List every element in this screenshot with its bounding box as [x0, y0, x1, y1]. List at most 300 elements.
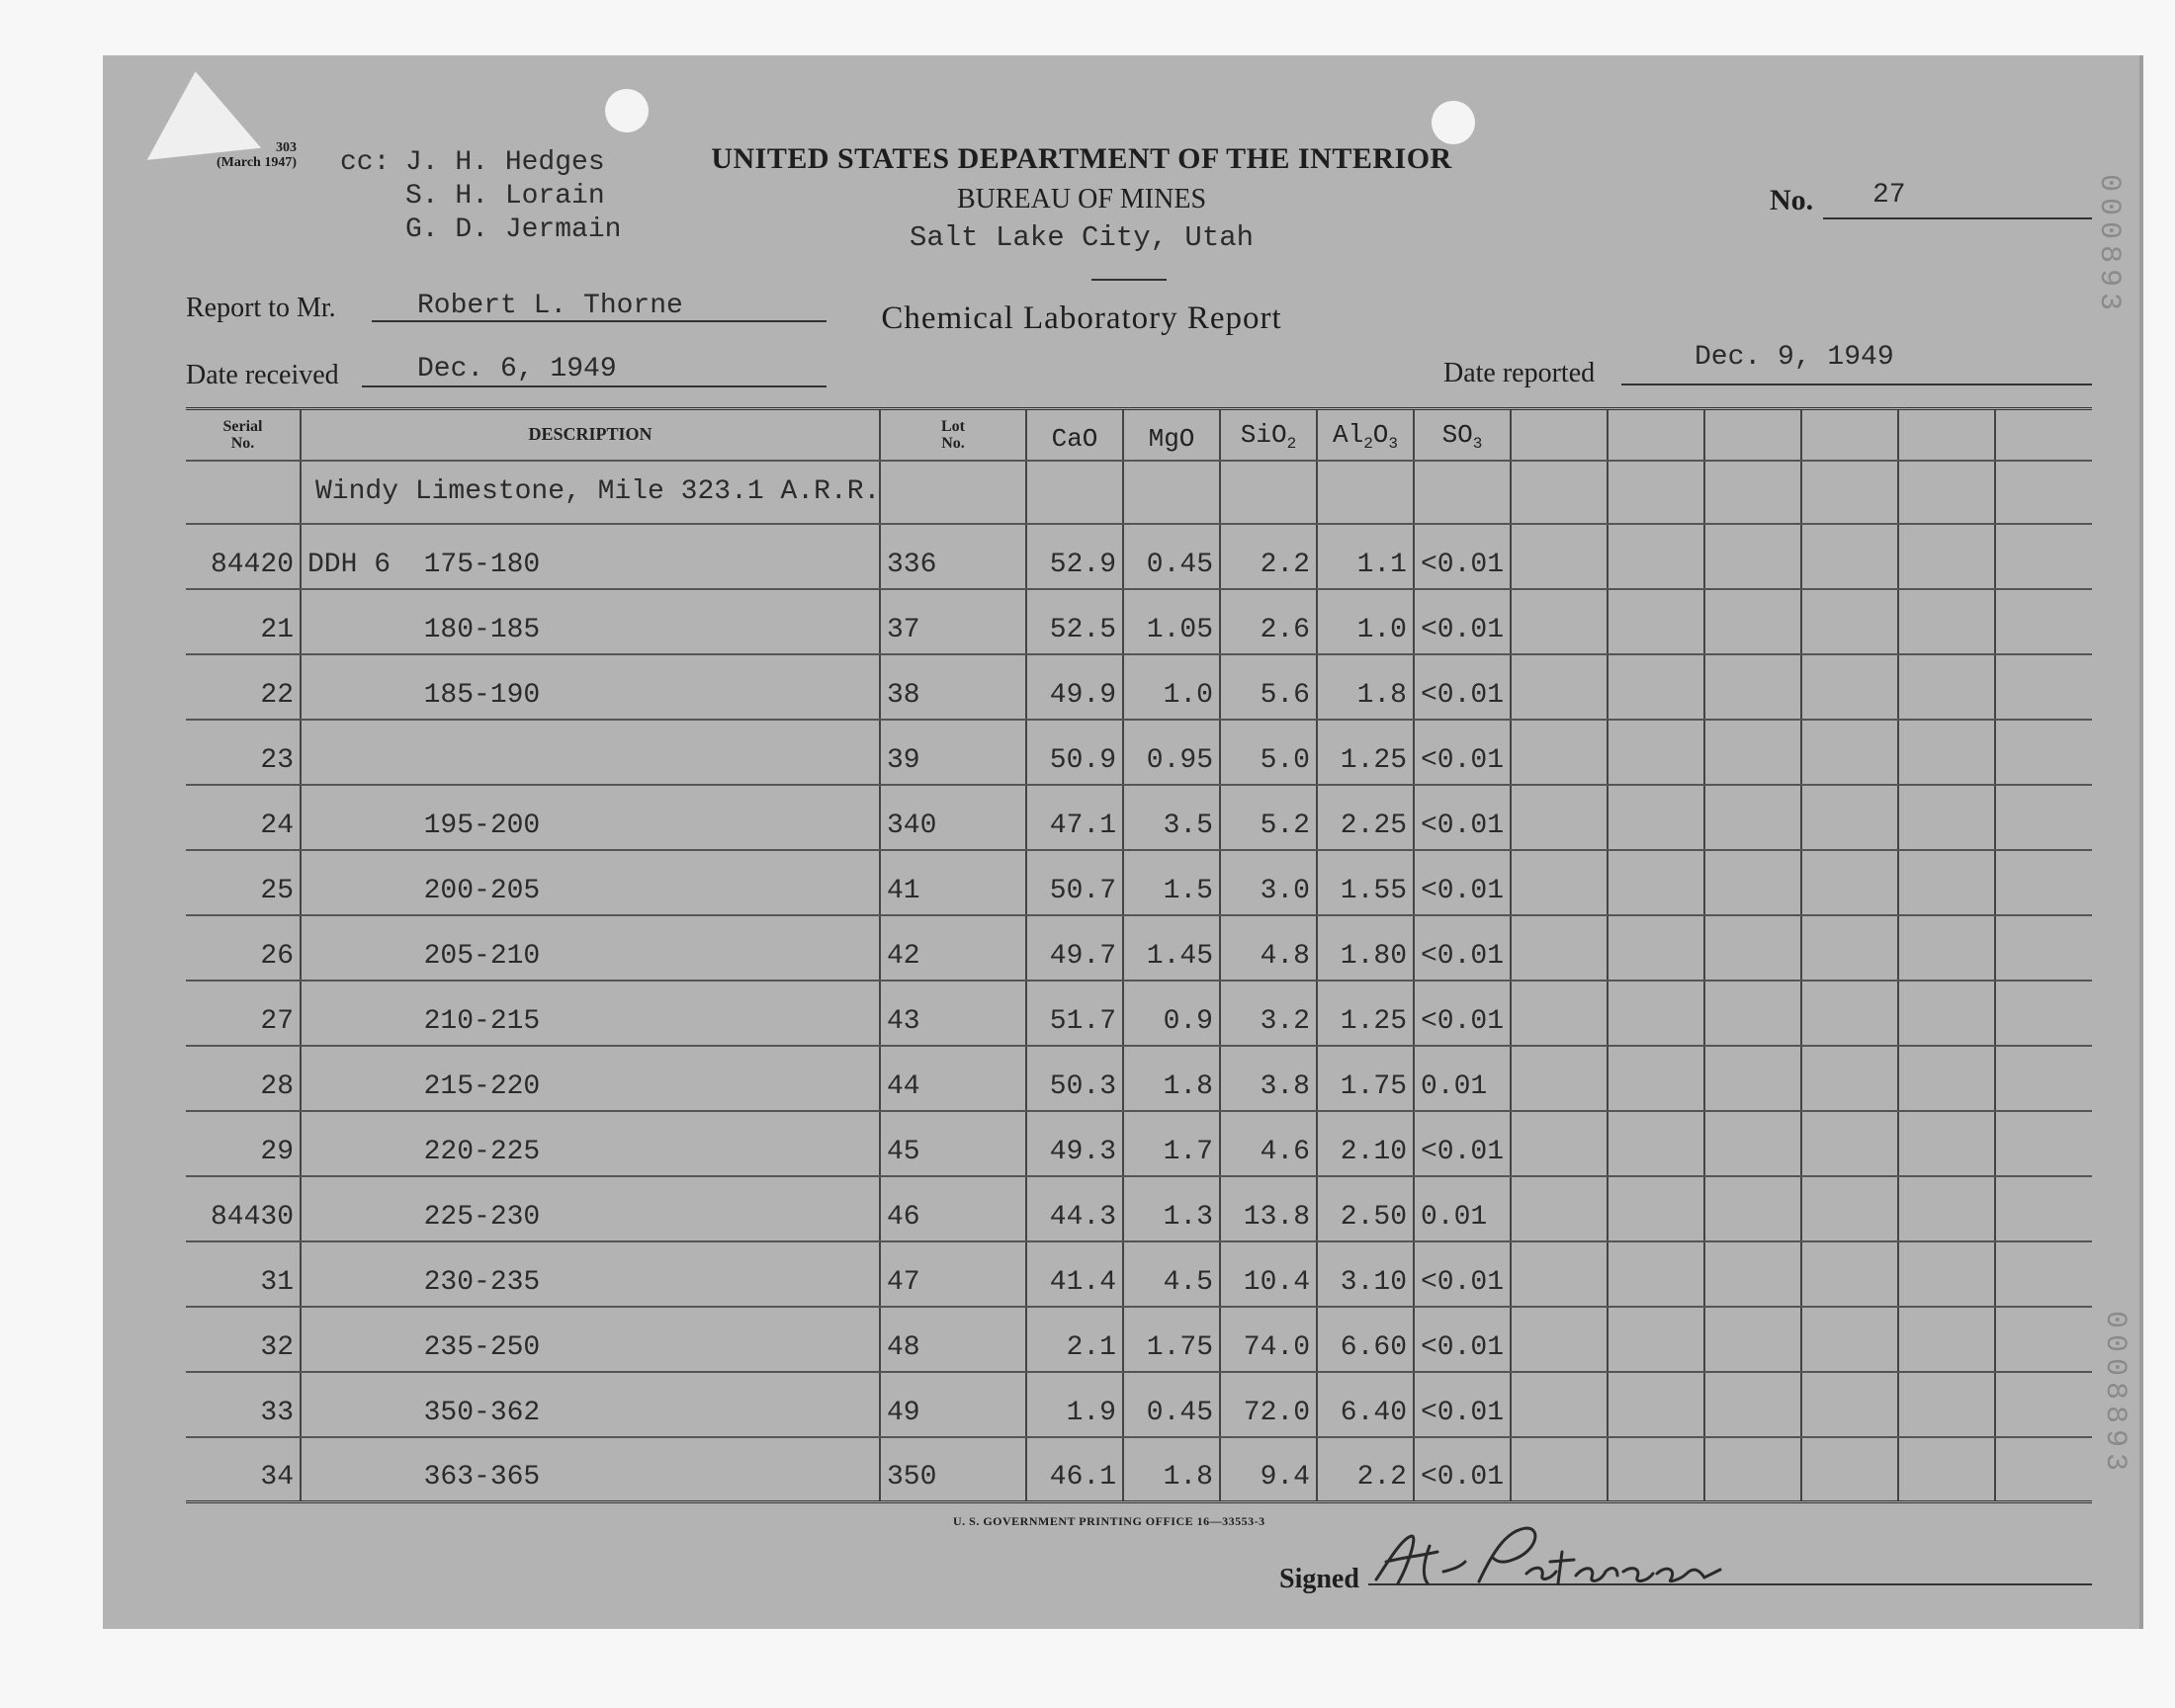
mgo-cell: 0.9 [1123, 981, 1220, 1046]
cao-cell: 49.3 [1026, 1111, 1123, 1176]
sio2-cell: 5.0 [1220, 720, 1317, 785]
cc-name: S. H. Lorain [405, 181, 605, 212]
lot-cell: 42 [880, 915, 1026, 981]
serial-cell: 23 [186, 720, 301, 785]
so3-cell: <0.01 [1414, 1307, 1511, 1372]
empty-cell [1801, 1241, 1898, 1307]
al2o3-cell: 6.40 [1317, 1372, 1414, 1437]
empty-cell [1123, 461, 1220, 524]
lot-cell: 336 [880, 524, 1026, 589]
cao-cell: 41.4 [1026, 1241, 1123, 1307]
empty-cell [1995, 1046, 2092, 1111]
date-received-label: Date received [186, 360, 339, 390]
form-date: (March 1947) [217, 155, 297, 170]
table-row [186, 1437, 2092, 1502]
serial-cell: 25 [186, 850, 301, 915]
empty-cell [1511, 1046, 1608, 1111]
empty-cell [1801, 1046, 1898, 1111]
printing-office-note: U. S. GOVERNMENT PRINTING OFFICE 16—33553-3 [953, 1514, 1265, 1528]
table-row [186, 1046, 2092, 1111]
empty-cell [1898, 524, 1995, 589]
sio2-cell: 4.6 [1220, 1111, 1317, 1176]
al2o3-cell: 1.80 [1317, 915, 1414, 981]
date-received-value: Dec. 6, 1949 [417, 354, 617, 384]
department-title: UNITED STATES DEPARTMENT OF THE INTERIOR [711, 142, 1452, 175]
al2o3-cell: 1.75 [1317, 1046, 1414, 1111]
mgo-cell: 1.8 [1123, 1046, 1220, 1111]
empty-cell [1898, 654, 1995, 720]
bureau-title: BUREAU OF MINES [956, 184, 1207, 214]
sio2-cell: 3.0 [1220, 850, 1317, 915]
so3-cell: <0.01 [1414, 850, 1511, 915]
lot-cell: 37 [880, 589, 1026, 654]
empty-cell [1704, 654, 1801, 720]
empty-cell [1995, 785, 2092, 850]
empty-cell [1704, 524, 1801, 589]
cao-cell: 51.7 [1026, 981, 1123, 1046]
empty-cell [1704, 589, 1801, 654]
lot-cell: 41 [880, 850, 1026, 915]
blank-header [1995, 409, 2092, 461]
table-row [186, 1176, 2092, 1241]
serial-cell: 27 [186, 981, 301, 1046]
empty-cell [1511, 1372, 1608, 1437]
empty-cell [1608, 720, 1704, 785]
empty-cell [1704, 1372, 1801, 1437]
lot-cell: 38 [880, 654, 1026, 720]
cc-names [405, 146, 621, 247]
header-text: Serial [222, 417, 263, 435]
sio2-cell: 3.8 [1220, 1046, 1317, 1111]
header-subscript: 2 [1286, 435, 1297, 454]
table-row [186, 1372, 2092, 1437]
al2o3-cell: 6.60 [1317, 1307, 1414, 1372]
punch-hole [605, 89, 649, 132]
so3-cell: <0.01 [1414, 1241, 1511, 1307]
empty-cell [1511, 589, 1608, 654]
description-cell: 235-250 [301, 1307, 880, 1372]
serial-cell: 26 [186, 915, 301, 981]
cc-name: J. H. Hedges [405, 147, 605, 178]
description-cell: 225-230 [301, 1176, 880, 1241]
serial-cell: 22 [186, 654, 301, 720]
al2o3-cell: 2.25 [1317, 785, 1414, 850]
table-row [186, 524, 2092, 589]
header-text: SiO [1240, 420, 1287, 451]
description-cell: 195-200 [301, 785, 880, 850]
description-cell: 210-215 [301, 981, 880, 1046]
empty-cell [1511, 850, 1608, 915]
header-divider [1091, 279, 1167, 281]
empty-cell [1704, 720, 1801, 785]
report-to-label: Report to Mr. [186, 293, 336, 323]
description-cell: 215-220 [301, 1046, 880, 1111]
lot-cell: 48 [880, 1307, 1026, 1372]
empty-cell [1898, 1046, 1995, 1111]
empty-cell [1898, 1437, 1995, 1502]
empty-cell [186, 461, 301, 524]
empty-cell [1995, 850, 2092, 915]
table-row [186, 720, 2092, 785]
empty-cell [1801, 850, 1898, 915]
lot-cell: 340 [880, 785, 1026, 850]
date-reported-label: Date reported [1443, 358, 1596, 388]
empty-cell [1995, 720, 2092, 785]
empty-cell [1704, 1046, 1801, 1111]
empty-cell [1801, 720, 1898, 785]
blank-header [1801, 409, 1898, 461]
table-row [186, 654, 2092, 720]
cc-label: cc: [340, 147, 391, 178]
table-header-row [186, 409, 2092, 461]
header-subscript: 2 [1363, 435, 1373, 454]
sio2-cell: 4.8 [1220, 915, 1317, 981]
header-text: O [1372, 420, 1389, 451]
empty-cell [1511, 461, 1608, 524]
lot-cell: 47 [880, 1241, 1026, 1307]
empty-cell [1898, 1372, 1995, 1437]
serial-cell: 84420 [186, 524, 301, 589]
mgo-cell: 0.45 [1123, 524, 1220, 589]
empty-cell [1704, 915, 1801, 981]
col-al2o3-header [1317, 409, 1414, 461]
empty-cell [1511, 785, 1608, 850]
header-subscript: 3 [1388, 435, 1399, 454]
description-cell: 180-185 [301, 589, 880, 654]
report-title: Chemical Laboratory Report [881, 300, 1282, 336]
table-row [186, 589, 2092, 654]
cao-cell: 49.9 [1026, 654, 1123, 720]
blank-header [1704, 409, 1801, 461]
empty-cell [1801, 1111, 1898, 1176]
so3-cell: <0.01 [1414, 981, 1511, 1046]
empty-cell [1898, 915, 1995, 981]
date-reported-value: Dec. 9, 1949 [1695, 342, 1894, 373]
empty-cell [1898, 461, 1995, 524]
empty-cell [1608, 915, 1704, 981]
empty-cell [1995, 915, 2092, 981]
table-row [186, 785, 2092, 850]
empty-cell [1801, 654, 1898, 720]
empty-cell [1995, 1307, 2092, 1372]
empty-cell [1704, 1111, 1801, 1176]
empty-cell [1801, 1437, 1898, 1502]
table-row [186, 850, 2092, 915]
empty-cell [1801, 524, 1898, 589]
mgo-cell: 1.5 [1123, 850, 1220, 915]
table-row [186, 1307, 2092, 1372]
report-to-value: Robert L. Thorne [417, 291, 683, 321]
empty-cell [1898, 785, 1995, 850]
empty-cell [1511, 981, 1608, 1046]
mgo-cell: 1.7 [1123, 1111, 1220, 1176]
al2o3-cell: 2.50 [1317, 1176, 1414, 1241]
empty-cell [1608, 1176, 1704, 1241]
so3-cell: <0.01 [1414, 720, 1511, 785]
empty-cell [1608, 589, 1704, 654]
side-stamp: 0008893 [2098, 1311, 2132, 1478]
so3-cell: <0.01 [1414, 524, 1511, 589]
empty-cell [1898, 1241, 1995, 1307]
mgo-cell: 1.0 [1123, 654, 1220, 720]
empty-cell [1414, 461, 1511, 524]
empty-cell [1801, 1307, 1898, 1372]
cao-cell: 50.7 [1026, 850, 1123, 915]
report-no-label: No. [1770, 184, 1814, 216]
empty-cell [1511, 1307, 1608, 1372]
serial-cell: 84430 [186, 1176, 301, 1241]
table-row [186, 981, 2092, 1046]
empty-cell [1608, 1372, 1704, 1437]
side-stamp: 000893 [2092, 174, 2126, 317]
mgo-cell: 1.45 [1123, 915, 1220, 981]
header-text: No. [941, 434, 965, 452]
form-number-block [190, 140, 297, 170]
form-number: 303 [276, 140, 297, 155]
blank-header [1608, 409, 1704, 461]
empty-cell [1608, 1111, 1704, 1176]
empty-cell [1995, 461, 2092, 524]
date-reported-line [1621, 384, 2092, 385]
empty-cell [1704, 1437, 1801, 1502]
cao-cell: 47.1 [1026, 785, 1123, 850]
lot-cell: 46 [880, 1176, 1026, 1241]
empty-cell [1801, 1176, 1898, 1241]
sio2-cell: 9.4 [1220, 1437, 1317, 1502]
header-text: SO [1441, 420, 1473, 451]
cc-name: G. D. Jermain [405, 214, 622, 245]
empty-cell [1511, 1241, 1608, 1307]
table-row [186, 1111, 2092, 1176]
sio2-cell: 5.2 [1220, 785, 1317, 850]
empty-cell [1608, 1437, 1704, 1502]
empty-cell [1704, 1307, 1801, 1372]
lot-cell: 44 [880, 1046, 1026, 1111]
mgo-cell: 0.95 [1123, 720, 1220, 785]
sio2-cell: 2.2 [1220, 524, 1317, 589]
sio2-cell: 5.6 [1220, 654, 1317, 720]
empty-cell [1511, 524, 1608, 589]
description-cell: 363-365 [301, 1437, 880, 1502]
col-mgo-header: MgO [1123, 409, 1220, 461]
header-text: Lot [941, 417, 965, 435]
empty-cell [1898, 1176, 1995, 1241]
description-cell: 205-210 [301, 915, 880, 981]
empty-cell [1995, 654, 2092, 720]
empty-cell [1995, 1111, 2092, 1176]
serial-cell: 34 [186, 1437, 301, 1502]
description-cell [301, 720, 880, 785]
col-serial-header [186, 409, 301, 461]
empty-cell [1995, 524, 2092, 589]
serial-cell: 32 [186, 1307, 301, 1372]
empty-cell [1511, 1111, 1608, 1176]
al2o3-cell: 2.10 [1317, 1111, 1414, 1176]
serial-cell: 28 [186, 1046, 301, 1111]
empty-cell [1995, 589, 2092, 654]
empty-cell [1995, 1176, 2092, 1241]
empty-cell [1801, 981, 1898, 1046]
empty-cell [1898, 720, 1995, 785]
table-row [186, 1241, 2092, 1307]
sio2-cell: 3.2 [1220, 981, 1317, 1046]
al2o3-cell: 3.10 [1317, 1241, 1414, 1307]
empty-cell [1704, 850, 1801, 915]
sio2-cell: 10.4 [1220, 1241, 1317, 1307]
empty-cell [1220, 461, 1317, 524]
empty-cell [1608, 981, 1704, 1046]
signed-label: Signed [1279, 1564, 1359, 1594]
so3-cell: <0.01 [1414, 785, 1511, 850]
empty-cell [1898, 589, 1995, 654]
so3-cell: <0.01 [1414, 1372, 1511, 1437]
empty-cell [1608, 1307, 1704, 1372]
empty-cell [1608, 1046, 1704, 1111]
empty-cell [1608, 785, 1704, 850]
date-received-line [362, 385, 826, 387]
cao-cell: 2.1 [1026, 1307, 1123, 1372]
cao-cell: 50.3 [1026, 1046, 1123, 1111]
serial-cell: 33 [186, 1372, 301, 1437]
report-no-value: 27 [1872, 180, 1906, 211]
description-cell: 200-205 [301, 850, 880, 915]
header-text: Al [1332, 420, 1364, 451]
empty-cell [1898, 1307, 1995, 1372]
report-no-line [1823, 217, 2092, 219]
cao-cell: 1.9 [1026, 1372, 1123, 1437]
punch-hole [1432, 101, 1475, 144]
empty-cell [1511, 1176, 1608, 1241]
sio2-cell: 72.0 [1220, 1372, 1317, 1437]
serial-cell: 24 [186, 785, 301, 850]
description-cell: DDH 6 175-180 [301, 524, 880, 589]
description-cell: 230-235 [301, 1241, 880, 1307]
empty-cell [1511, 1437, 1608, 1502]
al2o3-cell: 2.2 [1317, 1437, 1414, 1502]
lot-cell: 350 [880, 1437, 1026, 1502]
empty-cell [1608, 524, 1704, 589]
empty-cell [1026, 461, 1123, 524]
so3-cell: <0.01 [1414, 915, 1511, 981]
empty-cell [1511, 654, 1608, 720]
empty-cell [1995, 1372, 2092, 1437]
cao-cell: 44.3 [1026, 1176, 1123, 1241]
location: Salt Lake City, Utah [909, 221, 1255, 254]
cao-cell: 52.5 [1026, 589, 1123, 654]
empty-cell [1704, 785, 1801, 850]
lot-cell: 39 [880, 720, 1026, 785]
col-description-header: DESCRIPTION [301, 409, 880, 461]
al2o3-cell: 1.0 [1317, 589, 1414, 654]
cao-cell: 49.7 [1026, 915, 1123, 981]
mgo-cell: 4.5 [1123, 1241, 1220, 1307]
empty-cell [1704, 1176, 1801, 1241]
empty-cell [1898, 850, 1995, 915]
description-cell: 350-362 [301, 1372, 880, 1437]
empty-cell [1317, 461, 1414, 524]
sio2-cell: 74.0 [1220, 1307, 1317, 1372]
sio2-cell: 13.8 [1220, 1176, 1317, 1241]
description-cell: 220-225 [301, 1111, 880, 1176]
serial-cell: 31 [186, 1241, 301, 1307]
empty-cell [1898, 1111, 1995, 1176]
empty-cell [1801, 785, 1898, 850]
mgo-cell: 1.8 [1123, 1437, 1220, 1502]
section-row [186, 461, 2092, 524]
serial-cell: 21 [186, 589, 301, 654]
empty-cell [1608, 1241, 1704, 1307]
empty-cell [1608, 850, 1704, 915]
analysis-table [186, 407, 2092, 1503]
serial-cell: 29 [186, 1111, 301, 1176]
cao-cell: 52.9 [1026, 524, 1123, 589]
cc-list [340, 146, 390, 180]
empty-cell [1704, 461, 1801, 524]
empty-cell [1801, 461, 1898, 524]
empty-cell [1608, 654, 1704, 720]
mgo-cell: 1.75 [1123, 1307, 1220, 1372]
al2o3-cell: 1.1 [1317, 524, 1414, 589]
lot-cell: 43 [880, 981, 1026, 1046]
cao-cell: 50.9 [1026, 720, 1123, 785]
empty-cell [1704, 1241, 1801, 1307]
empty-cell [1801, 915, 1898, 981]
header-text: No. [230, 434, 255, 452]
col-cao-header: CaO [1026, 409, 1123, 461]
al2o3-cell: 1.25 [1317, 720, 1414, 785]
empty-cell [1995, 1437, 2092, 1502]
al2o3-cell: 1.25 [1317, 981, 1414, 1046]
empty-cell [880, 461, 1026, 524]
mgo-cell: 0.45 [1123, 1372, 1220, 1437]
blank-header [1898, 409, 1995, 461]
al2o3-cell: 1.8 [1317, 654, 1414, 720]
al2o3-cell: 1.55 [1317, 850, 1414, 915]
so3-cell: <0.01 [1414, 1111, 1511, 1176]
so3-cell: 0.01 [1414, 1046, 1511, 1111]
so3-cell: <0.01 [1414, 589, 1511, 654]
sio2-cell: 2.6 [1220, 589, 1317, 654]
empty-cell [1704, 981, 1801, 1046]
table-row [186, 915, 2092, 981]
lot-cell: 45 [880, 1111, 1026, 1176]
header-subscript: 3 [1472, 435, 1483, 454]
empty-cell [1608, 461, 1704, 524]
mgo-cell: 1.05 [1123, 589, 1220, 654]
empty-cell [1801, 1372, 1898, 1437]
signature [1368, 1522, 1803, 1601]
col-sio2-header [1220, 409, 1317, 461]
empty-cell [1995, 981, 2092, 1046]
description-cell: 185-190 [301, 654, 880, 720]
col-so3-header [1414, 409, 1511, 461]
empty-cell [1511, 915, 1608, 981]
blank-header [1511, 409, 1608, 461]
empty-cell [1995, 1241, 2092, 1307]
section-title: Windy Limestone, Mile 323.1 A.R.R. [301, 461, 880, 524]
col-lot-header [880, 409, 1026, 461]
empty-cell [1511, 720, 1608, 785]
so3-cell: <0.01 [1414, 654, 1511, 720]
so3-cell: 0.01 [1414, 1176, 1511, 1241]
lot-cell: 49 [880, 1372, 1026, 1437]
cao-cell: 46.1 [1026, 1437, 1123, 1502]
so3-cell: <0.01 [1414, 1437, 1511, 1502]
empty-cell [1801, 589, 1898, 654]
mgo-cell: 1.3 [1123, 1176, 1220, 1241]
empty-cell [1898, 981, 1995, 1046]
mgo-cell: 3.5 [1123, 785, 1220, 850]
